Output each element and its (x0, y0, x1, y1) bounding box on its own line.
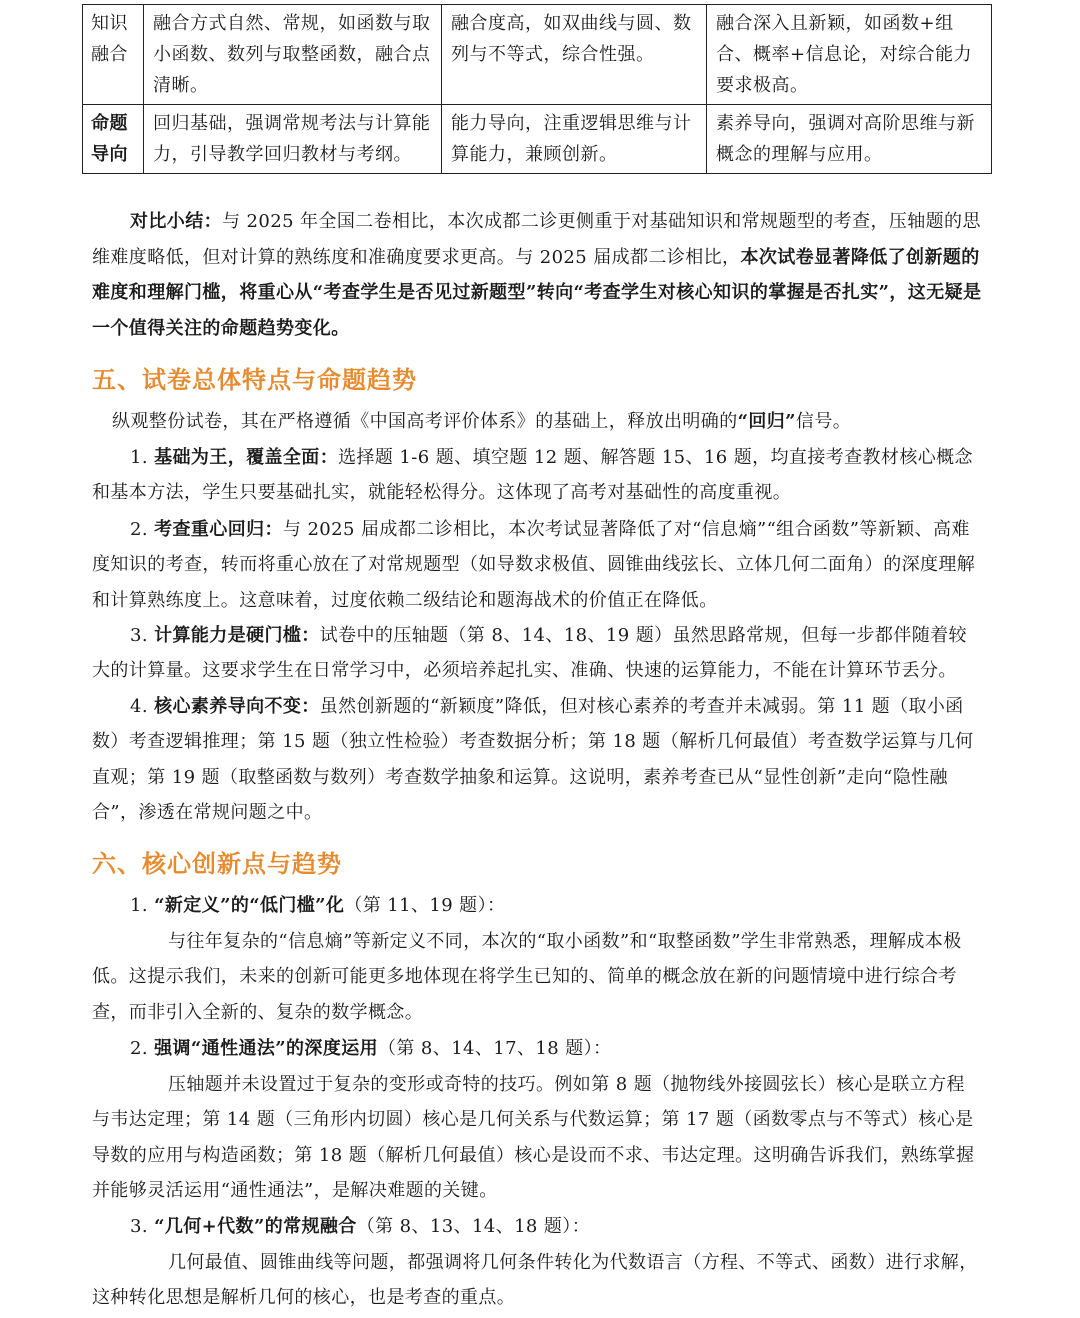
section-5-item-1 (92, 440, 982, 511)
comparison-summary (92, 204, 982, 346)
intro-text: 纵观整份试卷，其在严格遵循《中国高考评价体系》的基础上，释放出明确的 (112, 411, 738, 432)
section-6-item-1-text: 与往年复杂的“信息熵”等新定义不同，本次的“取小函数”和“取整函数”学生非常熟悉，理解成本极低。这提示我们，未来的创新可能更多地体现在将学生已知的、简单的概念放在新的问题情境中进行综合考查，而非引入全新的、复杂的数学概念。 (92, 931, 962, 1023)
item-number: 4. (130, 696, 148, 717)
item-number: 2. (130, 1038, 148, 1059)
item-number: 1. (130, 895, 148, 916)
section-6-heading: 六、核心创新点与趋势 (92, 850, 342, 878)
summary-bold-text: 本次试卷显著降低了创新题的难度和理解门槛，将重心从“考查学生是否见过新题型”转向“考查学生对核心知识的掌握是否扎实”，这无疑是一个值得关注的命题趋势变化。 (92, 246, 982, 339)
item-title: 强调“通性通法”的深度运用 (154, 1038, 379, 1059)
item-title: “新定义”的“低门槛”化 (154, 895, 345, 916)
section-6-item-2-text: 压轴题并未设置过于复杂的变形或奇特的技巧。例如第 8 题（抛物线外接圆弦长）核心是联立方程与韦达定理；第 14 题（三角形内切圆）核心是几何关系与代数运算；第 17 题（函数零点与不等式）核心是导数的应用与构造函数；第 18 题（解析几何最值）核心是设而不求、韦达定理。这明确告诉我们，熟练掌握并能够灵活运用“通性通法”，是解决难题的关键。 (92, 1074, 975, 1202)
item-title: 计算能力是硬门槛： (154, 625, 320, 646)
table-row (83, 5, 992, 105)
item-number: 3. (130, 1216, 148, 1237)
item-title: 基础为王，覆盖全面： (154, 447, 339, 468)
section-6-item-3-text: 几何最值、圆锥曲线等问题，都强调将几何条件转化为代数语言（方程、不等式、函数）进行求解，这种转化思想是解析几何的核心，也是考查的重点。 (92, 1252, 978, 1309)
table-cell: 回归基础，强调常规考法与计算能力，引导教学回归教材与考纲。 (144, 105, 442, 174)
comparison-table (82, 4, 992, 174)
item-text: 选择题 1-6 题、填空题 12 题、解答题 15、16 题，均直接考查教材核心概念和基本方法，学生只要基础扎实，就能轻松得分。这体现了高考对基础性的高度重视。 (92, 447, 973, 504)
section-5-item-4 (92, 689, 982, 831)
item-text: 试卷中的压轴题（第 8、14、18、19 题）虽然思路常规，但每一步都伴随着较大的计算量。这要求学生在日常学习中，必须培养起扎实、准确、快速的运算能力，不能在计算环节丢分。 (92, 625, 967, 682)
item-number: 1. (130, 447, 148, 468)
item-text: 与 2025 届成都二诊相比，本次考试显著降低了对“信息熵”“组合函数”等新颖、高难度知识的考查，转而将重心放在了对常规题型（如导数求极值、圆锥曲线弦长、立体几何二面角）的深度理解和计算熟练度上。这意味着，过度依赖二级结论和题海战术的价值正在降低。 (92, 519, 976, 611)
section-5-heading: 五、试卷总体特点与命题趋势 (92, 366, 417, 394)
item-title: 考查重心回归： (154, 519, 283, 540)
table-cell: 融合方式自然、常规，如函数与取小函数、数列与取整函数，融合点清晰。 (144, 5, 442, 105)
item-text: 虽然创新题的“新颖度”降低，但对核心素养的考查并未减弱。第 11 题（取小函数）考查逻辑推理；第 15 题（独立性检验）考查数据分析；第 18 题（解析几何最值）考查数学运算与几何直观；第 19 题（取整函数与数列）考查数学抽象和运算。这说明，素养考查已从“显性创新”走向“隐性融合”，渗透在常规问题之中。 (92, 696, 974, 824)
section-6-item-2-title (92, 1031, 982, 1067)
intro-end: 信号。 (795, 411, 852, 432)
summary-text: 与 2025 年全国二卷相比，本次成都二诊更侧重于对基础知识和常规题型的考查，压轴题的思维难度略低，但对计算的熟练度和准确度要求更高。与 2025 届成都二诊相比， (92, 211, 981, 268)
intro-bold: “回归” (737, 411, 796, 432)
table-cell: 素养导向，强调对高阶思维与新概念的理解与应用。 (707, 105, 992, 174)
table-row (83, 105, 992, 174)
summary-label: 对比小结： (130, 211, 222, 232)
table-cell: 融合度高，如双曲线与圆、数列与不等式，综合性强。 (442, 5, 707, 105)
section-5-intro (92, 404, 982, 440)
item-refs: （第 8、14、17、18 题）： (378, 1038, 612, 1059)
item-number: 3. (130, 625, 148, 646)
item-title: 核心素养导向不变： (154, 696, 320, 717)
table-cell: 融合深入且新颖，如函数+组合、概率+信息论，对综合能力要求极高。 (707, 5, 992, 105)
row-header-proposition-orientation: 命题导向 (83, 105, 144, 174)
table-cell: 能力导向，注重逻辑思维与计算能力，兼顾创新。 (442, 105, 707, 174)
item-refs: （第 11、19 题）： (344, 895, 506, 916)
row-header-knowledge-fusion: 知识融合 (83, 5, 144, 105)
item-title: “几何+代数”的常规融合 (154, 1216, 357, 1237)
section-5-item-2 (92, 512, 982, 618)
section-6-item-3-title (92, 1209, 982, 1245)
section-6-item-1-title (92, 888, 982, 924)
item-number: 2. (130, 519, 148, 540)
item-refs: （第 8、13、14、18 题）： (356, 1216, 591, 1237)
section-5-item-3 (92, 618, 982, 689)
